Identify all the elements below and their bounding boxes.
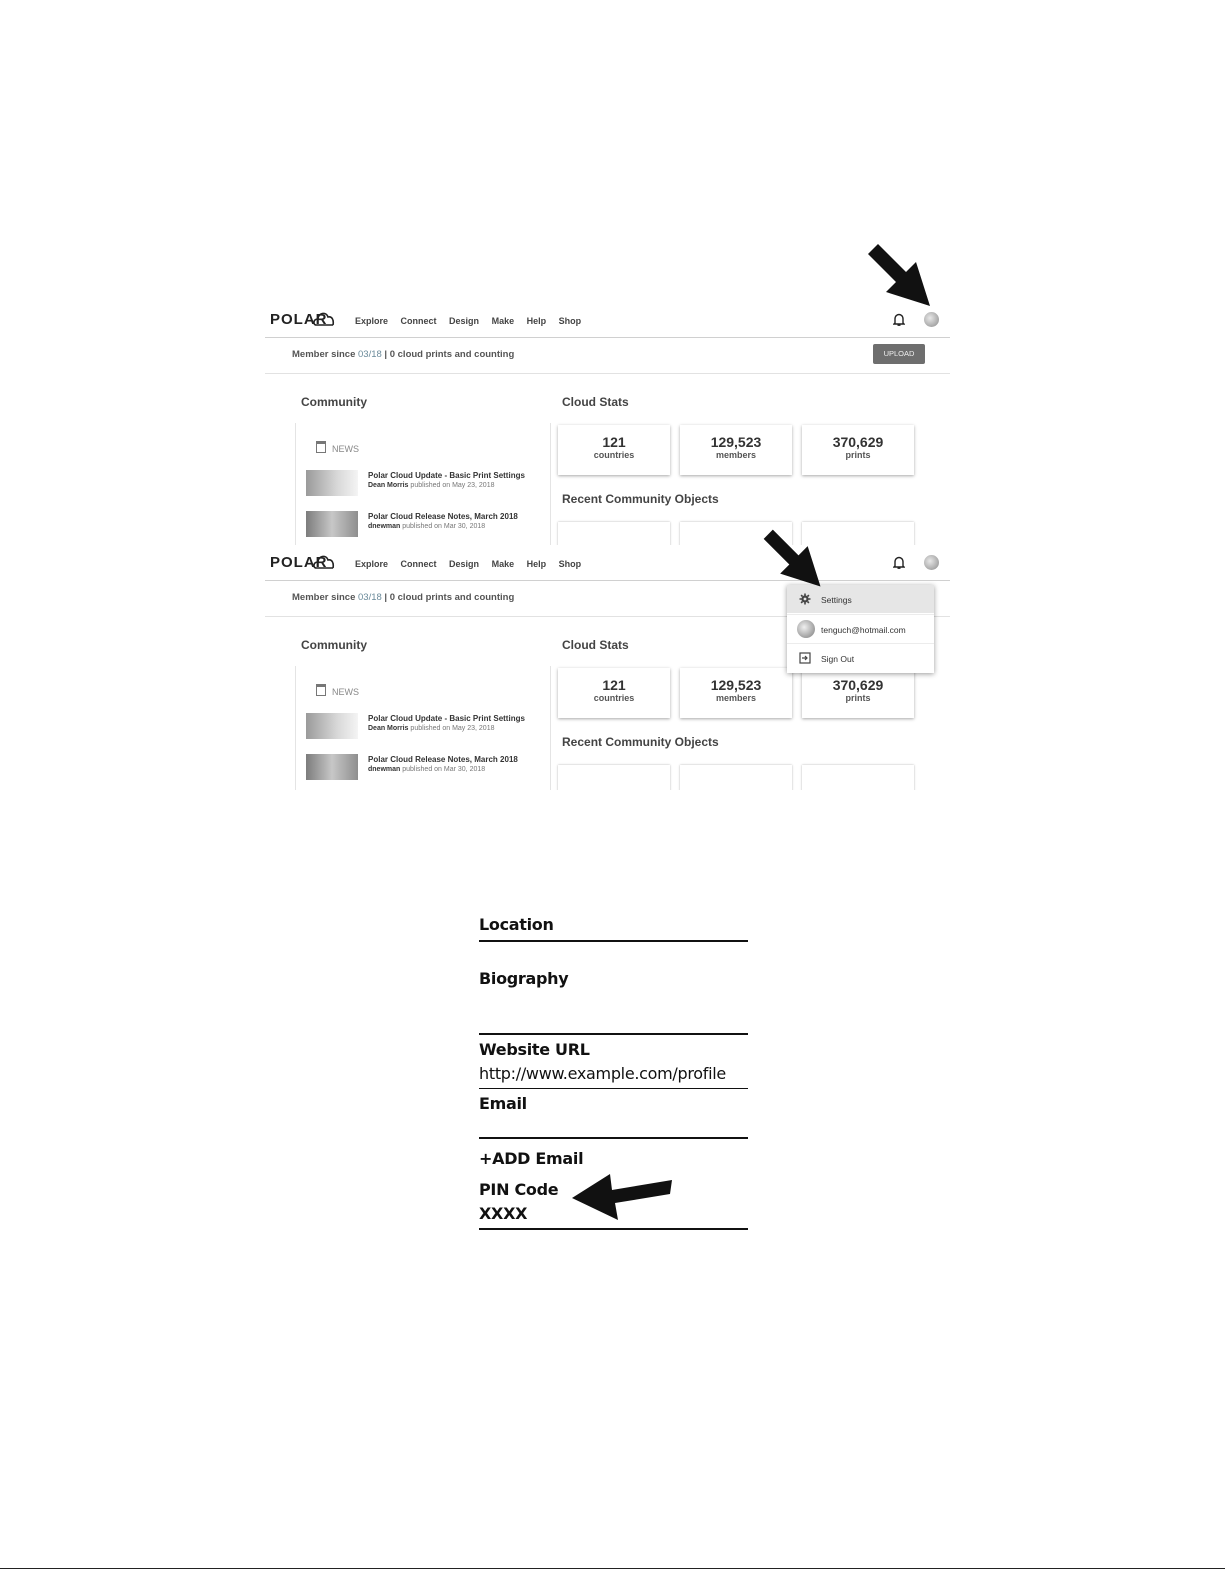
cloud-logo-icon bbox=[313, 309, 335, 327]
location-field[interactable] bbox=[479, 940, 748, 942]
menu-item-account[interactable] bbox=[787, 614, 934, 643]
news-meta: Dean Morris published on May 23, 2018 bbox=[368, 482, 495, 489]
biography-label: Biography bbox=[479, 969, 569, 988]
website-url-label: Website URL bbox=[479, 1040, 590, 1059]
news-thumbnail bbox=[306, 470, 358, 496]
nav-shop[interactable]: Shop bbox=[558, 316, 582, 326]
calendar-icon bbox=[316, 441, 326, 453]
stat-countries: 121 countries bbox=[558, 425, 670, 475]
screenshot-home bbox=[265, 305, 950, 545]
news-header: NEWS bbox=[316, 684, 359, 697]
polar-logo[interactable]: POLAR bbox=[270, 554, 328, 571]
stat-countries: 121 countries bbox=[558, 668, 670, 718]
pin-code-label: PIN Code bbox=[479, 1180, 559, 1199]
user-avatar[interactable] bbox=[924, 555, 939, 570]
gear-icon bbox=[799, 593, 811, 605]
add-email-button[interactable]: +ADD Email bbox=[479, 1149, 584, 1168]
news-meta: dnewman published on Mar 30, 2018 bbox=[368, 523, 486, 530]
page-footer-rule bbox=[0, 1568, 1225, 1569]
nav-help[interactable]: Help bbox=[526, 559, 547, 569]
news-meta: Dean Morris published on May 23, 2018 bbox=[368, 725, 495, 732]
member-status: Member since 03/18 | 0 cloud prints and counting bbox=[292, 349, 515, 360]
user-menu-dropdown bbox=[787, 585, 934, 673]
nav-make[interactable]: Make bbox=[491, 559, 515, 569]
community-object-card[interactable] bbox=[802, 765, 914, 790]
nav-shop[interactable]: Shop bbox=[558, 559, 582, 569]
nav-design[interactable]: Design bbox=[449, 316, 480, 326]
sign-out-icon bbox=[799, 652, 811, 664]
news-card bbox=[295, 423, 551, 545]
arrow-to-pin-code-icon bbox=[570, 1160, 674, 1222]
news-title[interactable]: Polar Cloud Release Notes, March 2018 bbox=[368, 755, 518, 764]
nav-connect[interactable]: Connect bbox=[400, 316, 437, 326]
news-title[interactable]: Polar Cloud Release Notes, March 2018 bbox=[368, 512, 518, 521]
main-nav bbox=[355, 559, 591, 569]
pin-code-underline bbox=[479, 1228, 748, 1230]
member-status: Member since 03/18 | 0 cloud prints and counting bbox=[292, 592, 515, 603]
news-meta: dnewman published on Mar 30, 2018 bbox=[368, 766, 486, 773]
member-bar bbox=[265, 338, 950, 374]
community-object-card[interactable] bbox=[558, 765, 670, 790]
bell-icon[interactable] bbox=[893, 313, 905, 327]
community-title: Community bbox=[301, 638, 367, 652]
nav-connect[interactable]: Connect bbox=[400, 559, 437, 569]
pin-code-value: XXXX bbox=[479, 1204, 528, 1223]
news-header: NEWS bbox=[316, 441, 359, 454]
news-thumbnail bbox=[306, 754, 358, 780]
biography-field[interactable] bbox=[479, 1033, 748, 1035]
top-nav-bar bbox=[265, 548, 950, 581]
community-object-card[interactable] bbox=[558, 522, 670, 545]
news-item[interactable] bbox=[306, 713, 546, 743]
menu-item-label: Settings bbox=[821, 595, 852, 605]
news-item[interactable] bbox=[306, 470, 546, 500]
news-thumbnail bbox=[306, 511, 358, 537]
email-field[interactable] bbox=[479, 1137, 748, 1139]
stat-members: 129,523 members bbox=[680, 668, 792, 718]
menu-item-label: Sign Out bbox=[821, 654, 855, 664]
news-item[interactable] bbox=[306, 511, 546, 541]
nav-explore[interactable]: Explore bbox=[355, 316, 389, 326]
user-avatar[interactable] bbox=[924, 312, 939, 327]
arrow-to-avatar-icon bbox=[864, 240, 936, 312]
stat-prints: 370,629 prints bbox=[802, 668, 914, 718]
menu-item-sign-out[interactable] bbox=[787, 643, 934, 672]
community-title: Community bbox=[301, 395, 367, 409]
nav-design[interactable]: Design bbox=[449, 559, 480, 569]
stat-prints: 370,629 prints bbox=[802, 425, 914, 475]
email-label: Email bbox=[479, 1094, 527, 1113]
recent-objects-title: Recent Community Objects bbox=[562, 492, 719, 506]
news-title[interactable]: Polar Cloud Update - Basic Print Settings bbox=[368, 714, 525, 723]
avatar bbox=[797, 620, 815, 638]
nav-explore[interactable]: Explore bbox=[355, 559, 389, 569]
news-thumbnail bbox=[306, 713, 358, 739]
top-nav-bar bbox=[265, 305, 950, 338]
website-url-field[interactable]: http://www.example.com/profile bbox=[479, 1064, 726, 1083]
cloud-stats-title: Cloud Stats bbox=[562, 395, 629, 409]
news-title[interactable]: Polar Cloud Update - Basic Print Settings bbox=[368, 471, 525, 480]
cloud-stats-title: Cloud Stats bbox=[562, 638, 629, 652]
calendar-icon bbox=[316, 684, 326, 696]
stat-members: 129,523 members bbox=[680, 425, 792, 475]
menu-item-label: tenguch@hotmail.com bbox=[821, 625, 906, 635]
cloud-logo-icon bbox=[313, 552, 335, 570]
community-object-card[interactable] bbox=[680, 765, 792, 790]
website-url-underline bbox=[479, 1088, 748, 1089]
arrow-to-settings-icon bbox=[760, 526, 826, 592]
polar-logo[interactable]: POLAR bbox=[270, 311, 328, 328]
screenshot-user-menu bbox=[265, 548, 950, 790]
nav-help[interactable]: Help bbox=[526, 316, 547, 326]
recent-objects-title: Recent Community Objects bbox=[562, 735, 719, 749]
news-card bbox=[295, 666, 551, 790]
location-label: Location bbox=[479, 915, 554, 934]
upload-button[interactable]: UPLOAD bbox=[873, 344, 925, 364]
nav-make[interactable]: Make bbox=[491, 316, 515, 326]
main-nav bbox=[355, 316, 591, 326]
bell-icon[interactable] bbox=[893, 556, 905, 570]
news-item[interactable] bbox=[306, 754, 546, 784]
